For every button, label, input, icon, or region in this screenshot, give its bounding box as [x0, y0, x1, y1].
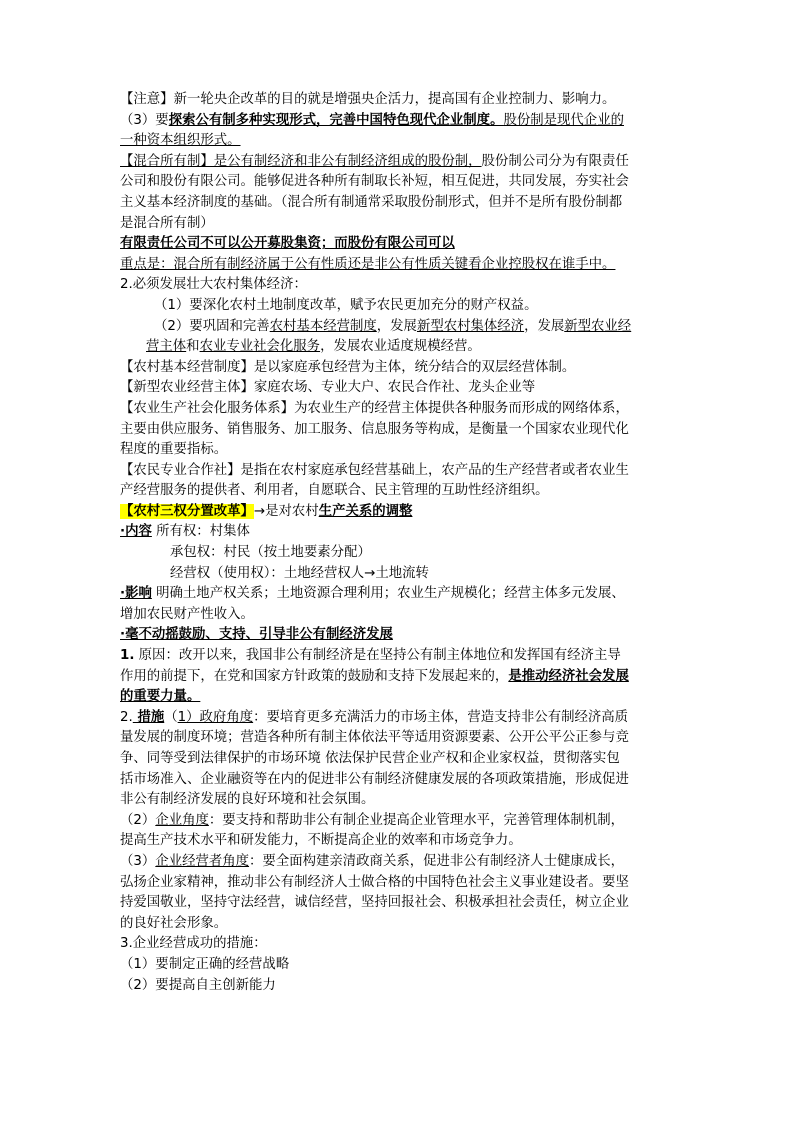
text-line [120, 152, 680, 173]
text-segment: 弘扬企业家精神，推动非公有制经济人士做合格的中国特色社会主义事业建设者。要坚 [120, 874, 629, 890]
text-segment: （2）要提高自主创新能力 [120, 977, 276, 993]
text-segment: 公司和股份有限公司。能够促进各种所有制取长补短，相互促进，共同发展，夯实社会 [120, 174, 629, 190]
text-segment: 重点是：混合所有制经济属于公有性质还是非公有性质关键看企业控股权在谁手中。 [120, 256, 616, 272]
text-line [120, 502, 680, 523]
text-line [120, 172, 680, 193]
text-segment: 【混合所有制】是公有制经济和非公有制经济组成的股份制， [120, 153, 482, 169]
text-segment: 增加农民财产性收入。 [120, 606, 254, 622]
text-line [120, 605, 680, 626]
text-segment: 【新型农业经营主体】家庭农场、专业大户、农民合作社、龙头企业等 [120, 380, 536, 396]
text-segment: ，发展 [376, 318, 417, 334]
text-segment: 企业经营者角度 [155, 853, 250, 869]
text-segment: 争、同等受到法律保护的市场环境 依法保护民营企业产权和企业家权益，贯彻落实包 [120, 751, 620, 766]
text-segment: 原因：改开以来，我国非公有制经济是在坚持公有制主体地位和发挥国有经济主导 [134, 648, 621, 664]
text-segment: 【农村三权分置改革】 [120, 503, 254, 519]
text-segment: 所有权：村集体 [151, 524, 250, 540]
text-segment: 和 [186, 339, 200, 355]
text-segment: ：要支持和帮助非公有制企业提高企业管理水平，完善管理体制机制， [208, 812, 624, 828]
text-segment: 【注意】 [120, 92, 174, 107]
text-segment: 持爱国敬业，坚持守法经营，诚信经营，坚持回报社会、积极承担社会责任，树立企业 [120, 895, 629, 911]
text-line [120, 955, 680, 976]
text-segment: 主义基本经济制度的基础。（混合所有制通常采取股份制形式，但并不是所有股份制都 [120, 194, 623, 210]
text-segment: （1）要制定正确的经营战略 [120, 956, 290, 972]
text-segment: （2）要巩固和完善 [154, 318, 270, 334]
text-line [120, 852, 680, 873]
text-line [120, 461, 680, 482]
text-line [120, 893, 680, 914]
text-segment: 提高生产技术水平和研发能力，不断提高企业的效率和市场竞争力。 [120, 833, 522, 849]
text-line [120, 584, 680, 605]
text-line [120, 214, 680, 235]
text-segment: ，发展农业适度规模经营。 [320, 339, 481, 355]
text-segment: 程度的重要指标。 [120, 442, 228, 458]
text-line [120, 275, 680, 296]
text-segment: 股份制是现代企业的 [503, 112, 624, 128]
text-segment: （3） [120, 853, 156, 869]
text-segment: ·内容 [120, 524, 152, 540]
text-segment: 3.企业经营成功的措施： [120, 936, 267, 952]
text-line [120, 646, 680, 667]
text-line [120, 934, 680, 955]
text-segment: 的良好社会形象。 [120, 915, 228, 931]
text-segment: 探索公有制多种实现形式，完善中国特色现代企业制度。 [168, 112, 504, 128]
text-line [120, 358, 680, 379]
text-line [120, 399, 680, 420]
text-segment: ，发展 [524, 318, 565, 334]
text-line [120, 111, 680, 132]
text-segment: 股份制公司分为有限责任 [481, 153, 629, 169]
text-segment: 【农村基本经营制度】是以家庭承包经营为主体，统分结合的双层经营体制。 [120, 359, 576, 375]
text-segment: 有限责任公司不可以公开募股集资；而股份有限公司可以 [120, 236, 455, 252]
text-segment: （3）要 [120, 112, 169, 128]
text-line [120, 378, 680, 399]
text-segment: →是对农村 [253, 503, 319, 519]
text-line [120, 873, 680, 894]
text-segment: 主要由供应服务、销售服务、加工服务、信息服务等构成，是衡量一个国家农业现代化 [120, 421, 629, 437]
text-segment: 括市场准入、企业融资等在内的促进非公有制经济健康发展的各项政策措施，形成促进 [120, 771, 629, 787]
text-line [120, 708, 680, 729]
text-line [120, 543, 680, 564]
text-segment: 新型农村集体经济 [416, 318, 525, 334]
text-segment: 1）政府角度 [177, 709, 254, 725]
text-segment: 措施 [132, 709, 165, 725]
text-line [120, 337, 680, 358]
text-segment: 营主体 [146, 339, 187, 355]
text-segment: 明确土地产权关系；土地资源合理利用；农业生产规模化；经营主体多元发展、 [151, 586, 625, 602]
text-segment: 农业专业社会化服务 [199, 339, 321, 355]
text-segment: 2. [120, 709, 133, 725]
text-line [120, 564, 680, 585]
text-segment: ·毫不动摇鼓励、支持、引导非公有制经济发展 [120, 627, 393, 643]
text-segment: （2） [120, 812, 156, 828]
text-line [120, 667, 680, 688]
text-line [120, 522, 680, 543]
text-line [120, 625, 680, 646]
text-segment: 新型农业经 [564, 318, 632, 334]
text-segment: 产经营服务的提供者、利用者，自愿联合、民主管理的互助性经济组织。 [120, 483, 549, 499]
text-line [120, 811, 680, 832]
text-segment: 的重要力量。 [120, 689, 201, 705]
text-segment: ：要全面构建亲清政商关系，促进非公有制经济人士健康成长， [249, 853, 624, 869]
text-segment: （ [164, 709, 178, 725]
text-segment: 农村基本经营制度 [269, 318, 377, 334]
text-segment: 是推动经济社会发展 [508, 668, 629, 684]
text-segment: 承包权：村民（按土地要素分配） [170, 545, 371, 561]
text-segment: 经营权（使用权）：土地经营权人→土地流转 [170, 565, 429, 581]
text-segment: 【农民专业合作社】是指在农村家庭承包经营基础上，农产品的生产经营者或者农业生 [120, 462, 629, 478]
text-segment: 2.必须发展壮大农村集体经济： [120, 277, 307, 293]
text-line [120, 728, 680, 749]
text-segment: 作用的前提下，在党和国家方针政策的鼓励和支持下发展起来的， [120, 668, 509, 684]
text-segment: 【农业生产社会化服务体系】为农业生产的经营主体提供各种服务而形成的网络体系， [120, 400, 629, 416]
text-segment: 企业角度 [155, 812, 209, 828]
text-segment: 1. [120, 648, 135, 664]
text-line [120, 440, 680, 461]
text-segment: 新一轮央企改革的目的就是增强央企活力，提高国有企业控制力、影响力。 [173, 92, 616, 107]
document-page [120, 90, 680, 996]
text-line [120, 296, 680, 317]
text-line [120, 317, 680, 338]
text-line [120, 420, 680, 441]
text-line [120, 234, 680, 255]
text-line [120, 255, 680, 276]
text-segment: （1）要深化农村土地制度改革，赋予农民更加充分的财产权益。 [154, 297, 538, 313]
text-line [120, 90, 680, 111]
text-line [120, 770, 680, 791]
text-segment: 一种资本组织形式。 [120, 133, 241, 149]
text-line [120, 976, 680, 997]
text-segment: 是混合所有制） [120, 215, 214, 231]
text-line [120, 481, 680, 502]
text-segment: 生产关系的调整 [318, 503, 413, 519]
text-line [120, 193, 680, 214]
text-line [120, 131, 680, 152]
text-line [120, 914, 680, 935]
text-segment: ：要培育更多充满活力的市场主体，营造支持非公有制经济高质 [253, 709, 629, 725]
text-segment: 非公有制经济发展的良好环境和社会氛围。 [120, 792, 375, 808]
text-line [120, 790, 680, 811]
text-segment: 量发展的制度环境；营造各种所有制主体依法平等适用资源要素、公开公平公正参与竞 [120, 730, 629, 746]
text-line [120, 687, 680, 708]
text-line [120, 749, 680, 770]
text-segment: ·影响 [120, 586, 152, 602]
text-line [120, 831, 680, 852]
